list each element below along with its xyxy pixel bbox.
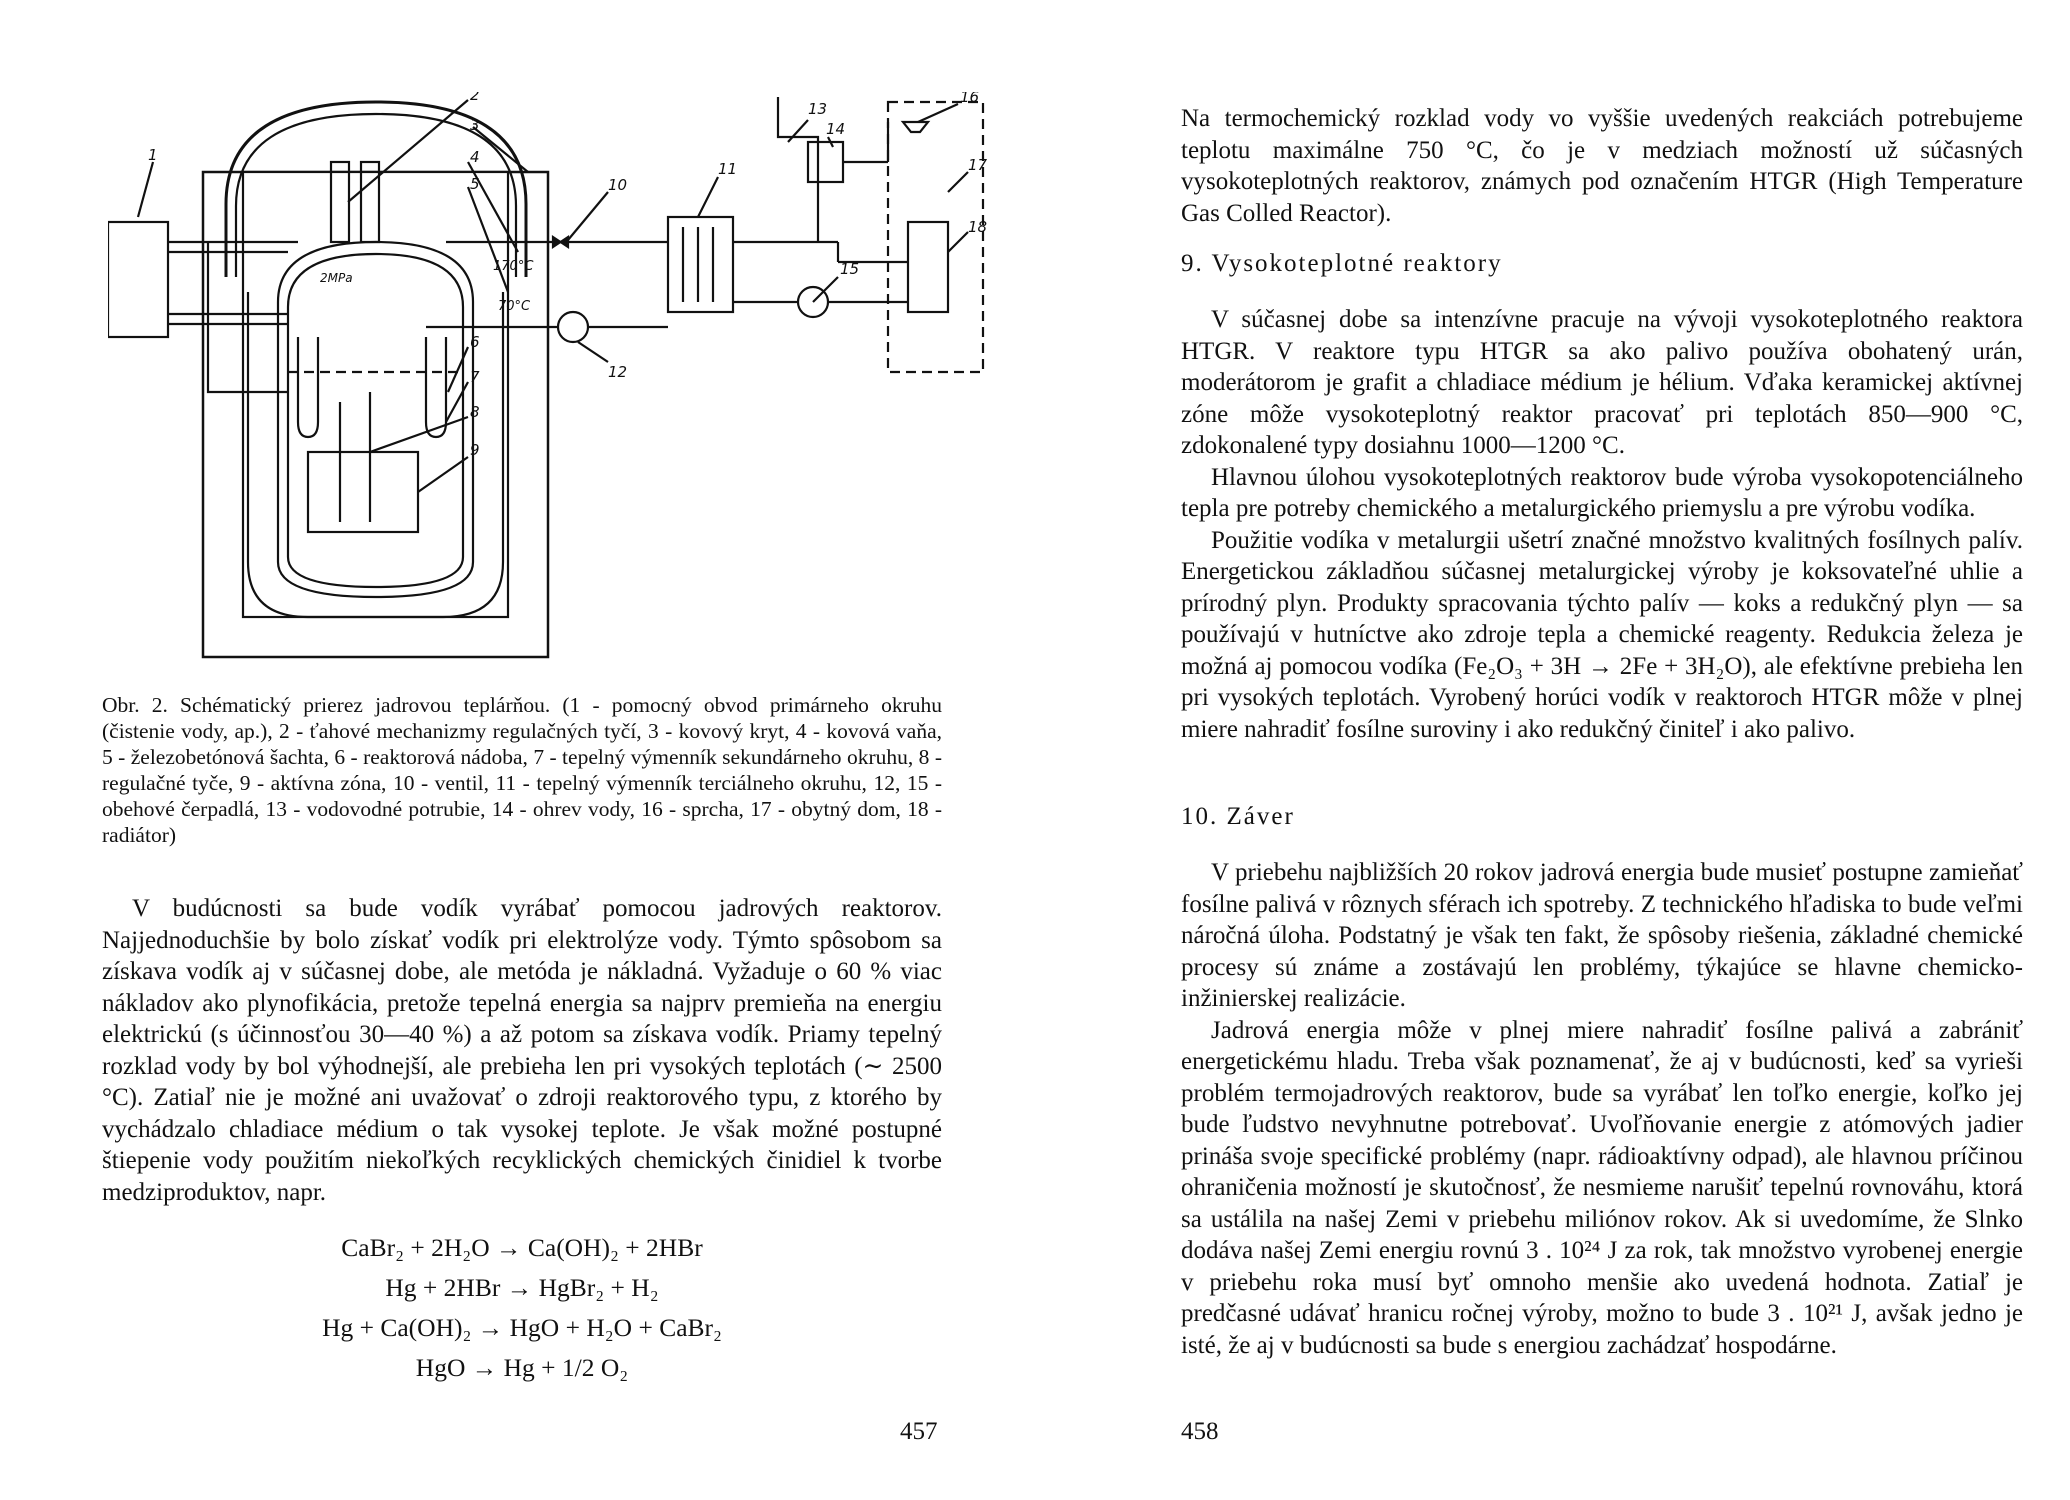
reactor-schematic-diagram <box>108 92 988 672</box>
chemical-equations <box>102 1228 942 1388</box>
fig-label-7: 7 <box>470 368 480 386</box>
right-page <box>1035 0 2070 1500</box>
fig-label-4: 4 <box>470 148 480 166</box>
equation-3: Hg + Ca(OH)₂ → HgO + H₂O + CaBr₂ <box>322 1313 722 1342</box>
fig-label-9: 9 <box>470 441 480 459</box>
shower <box>903 122 928 132</box>
section-10-paragraph: Jadrová energia môže v plnej miere nahradiť fosílne palivá a zabrániť energetickému hladu. Treba však poznamenať, že aj v budúcnosti, keď sa vyrieši problém termojadrových reaktorov, bude sa vyrábať len toľko energie, koľko jej bude ľudstvo nevyhnutne potrebovať. Uvoľňovanie energie z atómových jadier prináša svoje specifické problémy (napr. rádioaktívny odpad), ale hlavnou príčinou ohraničenia možností je skutočnosť, že nesmieme narušiť tepelnú rovnováhu, ktorá sa ustálila na našej Zemi v priebehu miliónov rokov. Ak si uvedomíme, že Slnko dodáva našej Zemi energiu rovnú 3 . 10²⁴ J za rok, tak množstvo vyrobenej energie v priebehu roka musí byť omnoho menšie ako uvedená hodnota. Zatiaľ je predčasné udávať hranicu ročnej výroby, možno to bude 3 . 10²¹ J, avšak jedno je isté, že aj v budúcnosti sa bude s energiou zachádzať hospodárne. <box>1181 1016 2023 1359</box>
fig-label-1: 1 <box>148 146 158 164</box>
page-number-left: 457 <box>900 1418 938 1445</box>
fig-label-17: 17 <box>968 156 988 174</box>
fig-pressure: 2MPa <box>320 271 353 285</box>
fig-temp-hot: 170°C <box>493 259 534 274</box>
section-9-paragraph: V súčasnej dobe sa intenzívne pracuje na vývoji vysokoteplotného reaktora HTGR. V reaktore typu HTGR sa ako palivo používa obohatený urán, moderátorom je grafit a chladiace médium je hélium. Vďaka keramickej aktívnej zóne môže vysokoteplotný reaktor pracovať pri teplotách 850—900 °C, zdokonalené typy dosiahnu 1000—1200 °C. <box>1181 306 2023 459</box>
section-10-body <box>1181 857 2023 1361</box>
fig-label-13: 13 <box>808 100 828 118</box>
fig-temp-cold: 70°C <box>498 299 531 314</box>
valve-10 <box>553 237 568 247</box>
page-number-right: 458 <box>1181 1418 1219 1445</box>
fig-label-6: 6 <box>470 333 480 351</box>
right-intro-paragraph: Na termochemický rozklad vody vo vyššie uvedených reakciách potrebujeme teplotu maximálne 750 °C, čo je v medziach možností už súčasných vysokoteplotných reaktorov, známych pod označením HTGR (High Temperature Gas Colled Reactor). <box>1181 105 2023 227</box>
section-9-heading: 9. Vysokoteplotné reaktory <box>1181 250 1503 277</box>
fig-label-8: 8 <box>470 403 480 421</box>
primary-auxiliary-circuit <box>108 222 168 337</box>
fig-label-15: 15 <box>840 260 860 278</box>
residential-house <box>888 102 983 372</box>
fig-label-18: 18 <box>968 218 988 236</box>
fig-label-12: 12 <box>608 363 628 381</box>
left-body-paragraph: V budúcnosti sa bude vodík vyrábať pomocou jadrových reaktorov. Najjednoduchšie by bolo získať vodík pri elektrolýze vody. Týmto spôsobom sa získava vodík aj v súčasnej dobe, ale metóda je nákladná. Vyžaduje o 60 % viac nákladov ako plynofikácia, pretože tepelná energia sa najprv premieňa na energiu elektrickú (s účinnosťou 30—40 %) a až potom sa získava vodík. Priamy tepelný rozklad vody by bol výhodnejší, ale prebieha len pri vysokých teplotách (∼ 2500 °C). Zatiaľ nie je možné ani uvažovať o zdroji reaktorového typu, z ktorého by vychádzalo chladiace médium o tak vysokej teplote. Je však možné postupné štiepenie vody použitím niekoľkých recyklických chemických činidiel k tvorbe medziproduktov, napr. <box>102 895 942 1206</box>
circulation-pump-12 <box>558 312 588 342</box>
fig-label-11: 11 <box>718 160 738 178</box>
fig-label-16: 16 <box>960 92 980 106</box>
section-10-paragraph: V priebehu najbližších 20 rokov jadrová energia bude musieť postupne zamieňať fosílne palivá v rôznych sférach ich spotreby. Z technického hľadiska to bude veľmi náročná úloha. Podstatný je však ten fakt, že spôsoby riešenia, základné chemické procesy sú známe a zostávajú len problémy, týkajúce se hlavne chemicko-inžinierskej realizácie. <box>1181 859 2023 1012</box>
section-9-body <box>1181 304 2023 745</box>
section-9-paragraph: Hlavnou úlohou vysokoteplotných reaktorov bude výroba vysokopotenciálneho tepla pre potreby chemického a metalurgického priemyslu a pre výrobu vodíka. <box>1181 463 2023 522</box>
section-10-heading: 10. Záver <box>1181 803 1295 830</box>
figure-caption: Obr. 2. Schématický prierez jadrovou teplárňou. (1 - pomocný obvod primárneho okruhu (čistenie vody, ap.), 2 - ťahové mechanizmy regulačných tyčí, 3 - kovový kryt, 4 - kovová vaňa, 5 - železobetónová šachta, 6 - reaktorová nádoba, 7 - tepelný výmenník sekundárneho okruhu, 8 - regulačné tyče, 9 - aktívna zóna, 10 - ventil, 11 - tepelný výmenník terciálneho okruhu, 12, 15 - obehové čerpadlá, 13 - vodovodné potrubie, 14 - ohrev vody, 16 - sprcha, 17 - obytný dom, 18 - radiátor) <box>102 693 942 847</box>
fig-label-3: 3 <box>470 116 480 134</box>
radiator <box>908 222 948 312</box>
fig-label-2: 2 <box>470 92 480 104</box>
equation-4: HgO → Hg + 1/2 O₂ <box>415 1353 629 1382</box>
section-9-paragraph: Použitie vodíka v metalurgii ušetrí značné množstvo kvalitných fosílnych palív. Energetickou základňou súčasnej metalurgickej výroby je koksovateľné uhlie a prírodný plyn. Produkty spracovania týchto palív — koks a redukčný plyn — sa používajú v hutníctve ako zdroje tepla a chemické reagenty. Redukcia železa je možná aj pomocou vodíka (Fe₂O₃ + 3H → 2Fe + 3H₂O), ale efektívne prebieha len pri vysokých teplotách. Vyrobený horúci vodík v reaktoroch HTGR môže v plnej miere nahradiť fosílne suroviny i ako redukčný činiteľ i ako palivo. <box>1181 526 2023 743</box>
fig-label-5: 5 <box>470 175 480 193</box>
equation-1: CaBr₂ + 2H₂O → Ca(OH)₂ + 2HBr <box>341 1233 703 1262</box>
water-heater <box>808 142 843 182</box>
equation-2: Hg + 2HBr → HgBr₂ + H₂ <box>385 1273 659 1302</box>
water-pipeline <box>778 97 818 242</box>
fig-label-14: 14 <box>826 120 846 138</box>
tertiary-heat-exchanger <box>668 217 733 312</box>
fig-label-10: 10 <box>608 176 628 194</box>
reactor-schematic-figure <box>108 92 988 672</box>
